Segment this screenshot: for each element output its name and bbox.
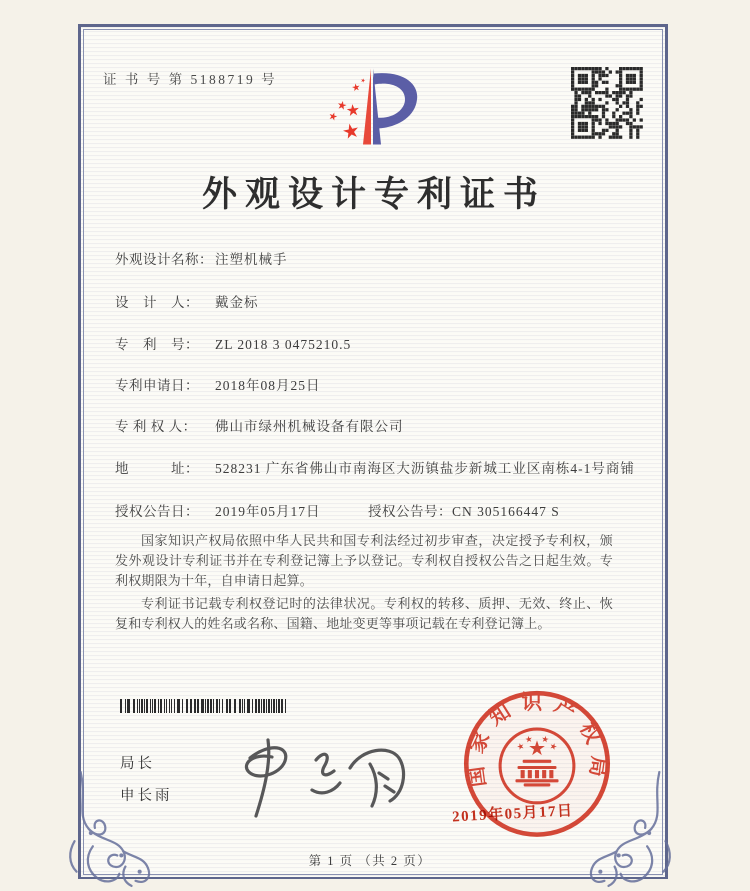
legal-paragraph-2: 专利证书记载专利权登记时的法律状况。专利权的转移、质押、无效、终止、恢复和专利权人的姓名或名称、国籍、地址变更等事项记载在专利登记簿上。	[115, 596, 613, 631]
field-filing-date	[115, 374, 321, 394]
field-design-name	[115, 248, 288, 268]
field-patentee	[115, 415, 404, 435]
barcode-icon	[120, 699, 290, 713]
corner-flourish-icon	[50, 770, 152, 890]
corner-flourish-icon	[588, 770, 690, 890]
field-designer	[115, 291, 259, 311]
qr-code-icon	[571, 67, 643, 139]
commissioner-name: 申长雨	[120, 788, 173, 804]
design-name-value: 注塑机械手	[215, 252, 288, 267]
cnipa-logo-icon	[322, 58, 422, 154]
legal-paragraph-1: 国家知识产权局依照中华人民共和国专利法经过初步审查，决定授予专利权，颁发外观设计专利证书并在专利登记簿上予以登记。专利权自授权公告之日起生效。专利权期限为十年，自申请日起算。	[115, 533, 613, 588]
grant-date-value: 2019年05月17日	[215, 504, 321, 519]
legal-text	[115, 531, 613, 637]
grant-no-label: 授权公告号：	[368, 504, 452, 519]
certificate-title: 外观设计专利证书	[201, 175, 546, 214]
grant-date-label: 授权公告日：	[115, 504, 199, 519]
field-patent-no	[115, 333, 351, 353]
address-label: 地 址：	[115, 461, 199, 476]
signature-icon	[212, 736, 427, 821]
patent-no-label: 专 利 号：	[115, 337, 199, 352]
seal-date: 2019年05月17日	[451, 803, 574, 826]
filing-date-label: 专利申请日：	[115, 378, 199, 393]
filing-date-value: 2018年08月25日	[215, 378, 321, 393]
field-address	[115, 457, 667, 480]
page-number: 第 1 页 （共 2 页）	[308, 854, 432, 868]
patentee-label: 专 利 权 人：	[115, 419, 197, 434]
patentee-value: 佛山市绿州机械设备有限公司	[215, 419, 404, 434]
designer-value: 戴金标	[215, 295, 259, 310]
certificate-number: 证 书 号 第 5188719 号	[103, 72, 278, 87]
patent-no-value: ZL 2018 3 0475210.5	[215, 337, 352, 352]
designer-label: 设 计 人：	[115, 295, 199, 310]
field-grant	[115, 500, 560, 520]
commissioner-title: 局长	[120, 756, 155, 772]
design-name-label: 外观设计名称：	[115, 252, 213, 267]
seal-org-text: 国家知识产权局	[464, 692, 610, 789]
grant-no-pair	[368, 500, 560, 520]
grant-no-value: CN 305166447 S	[452, 504, 560, 519]
address-value: 528231 广东省佛山市南海区大沥镇盐步新城工业区南栋4-1号商铺	[215, 461, 635, 476]
